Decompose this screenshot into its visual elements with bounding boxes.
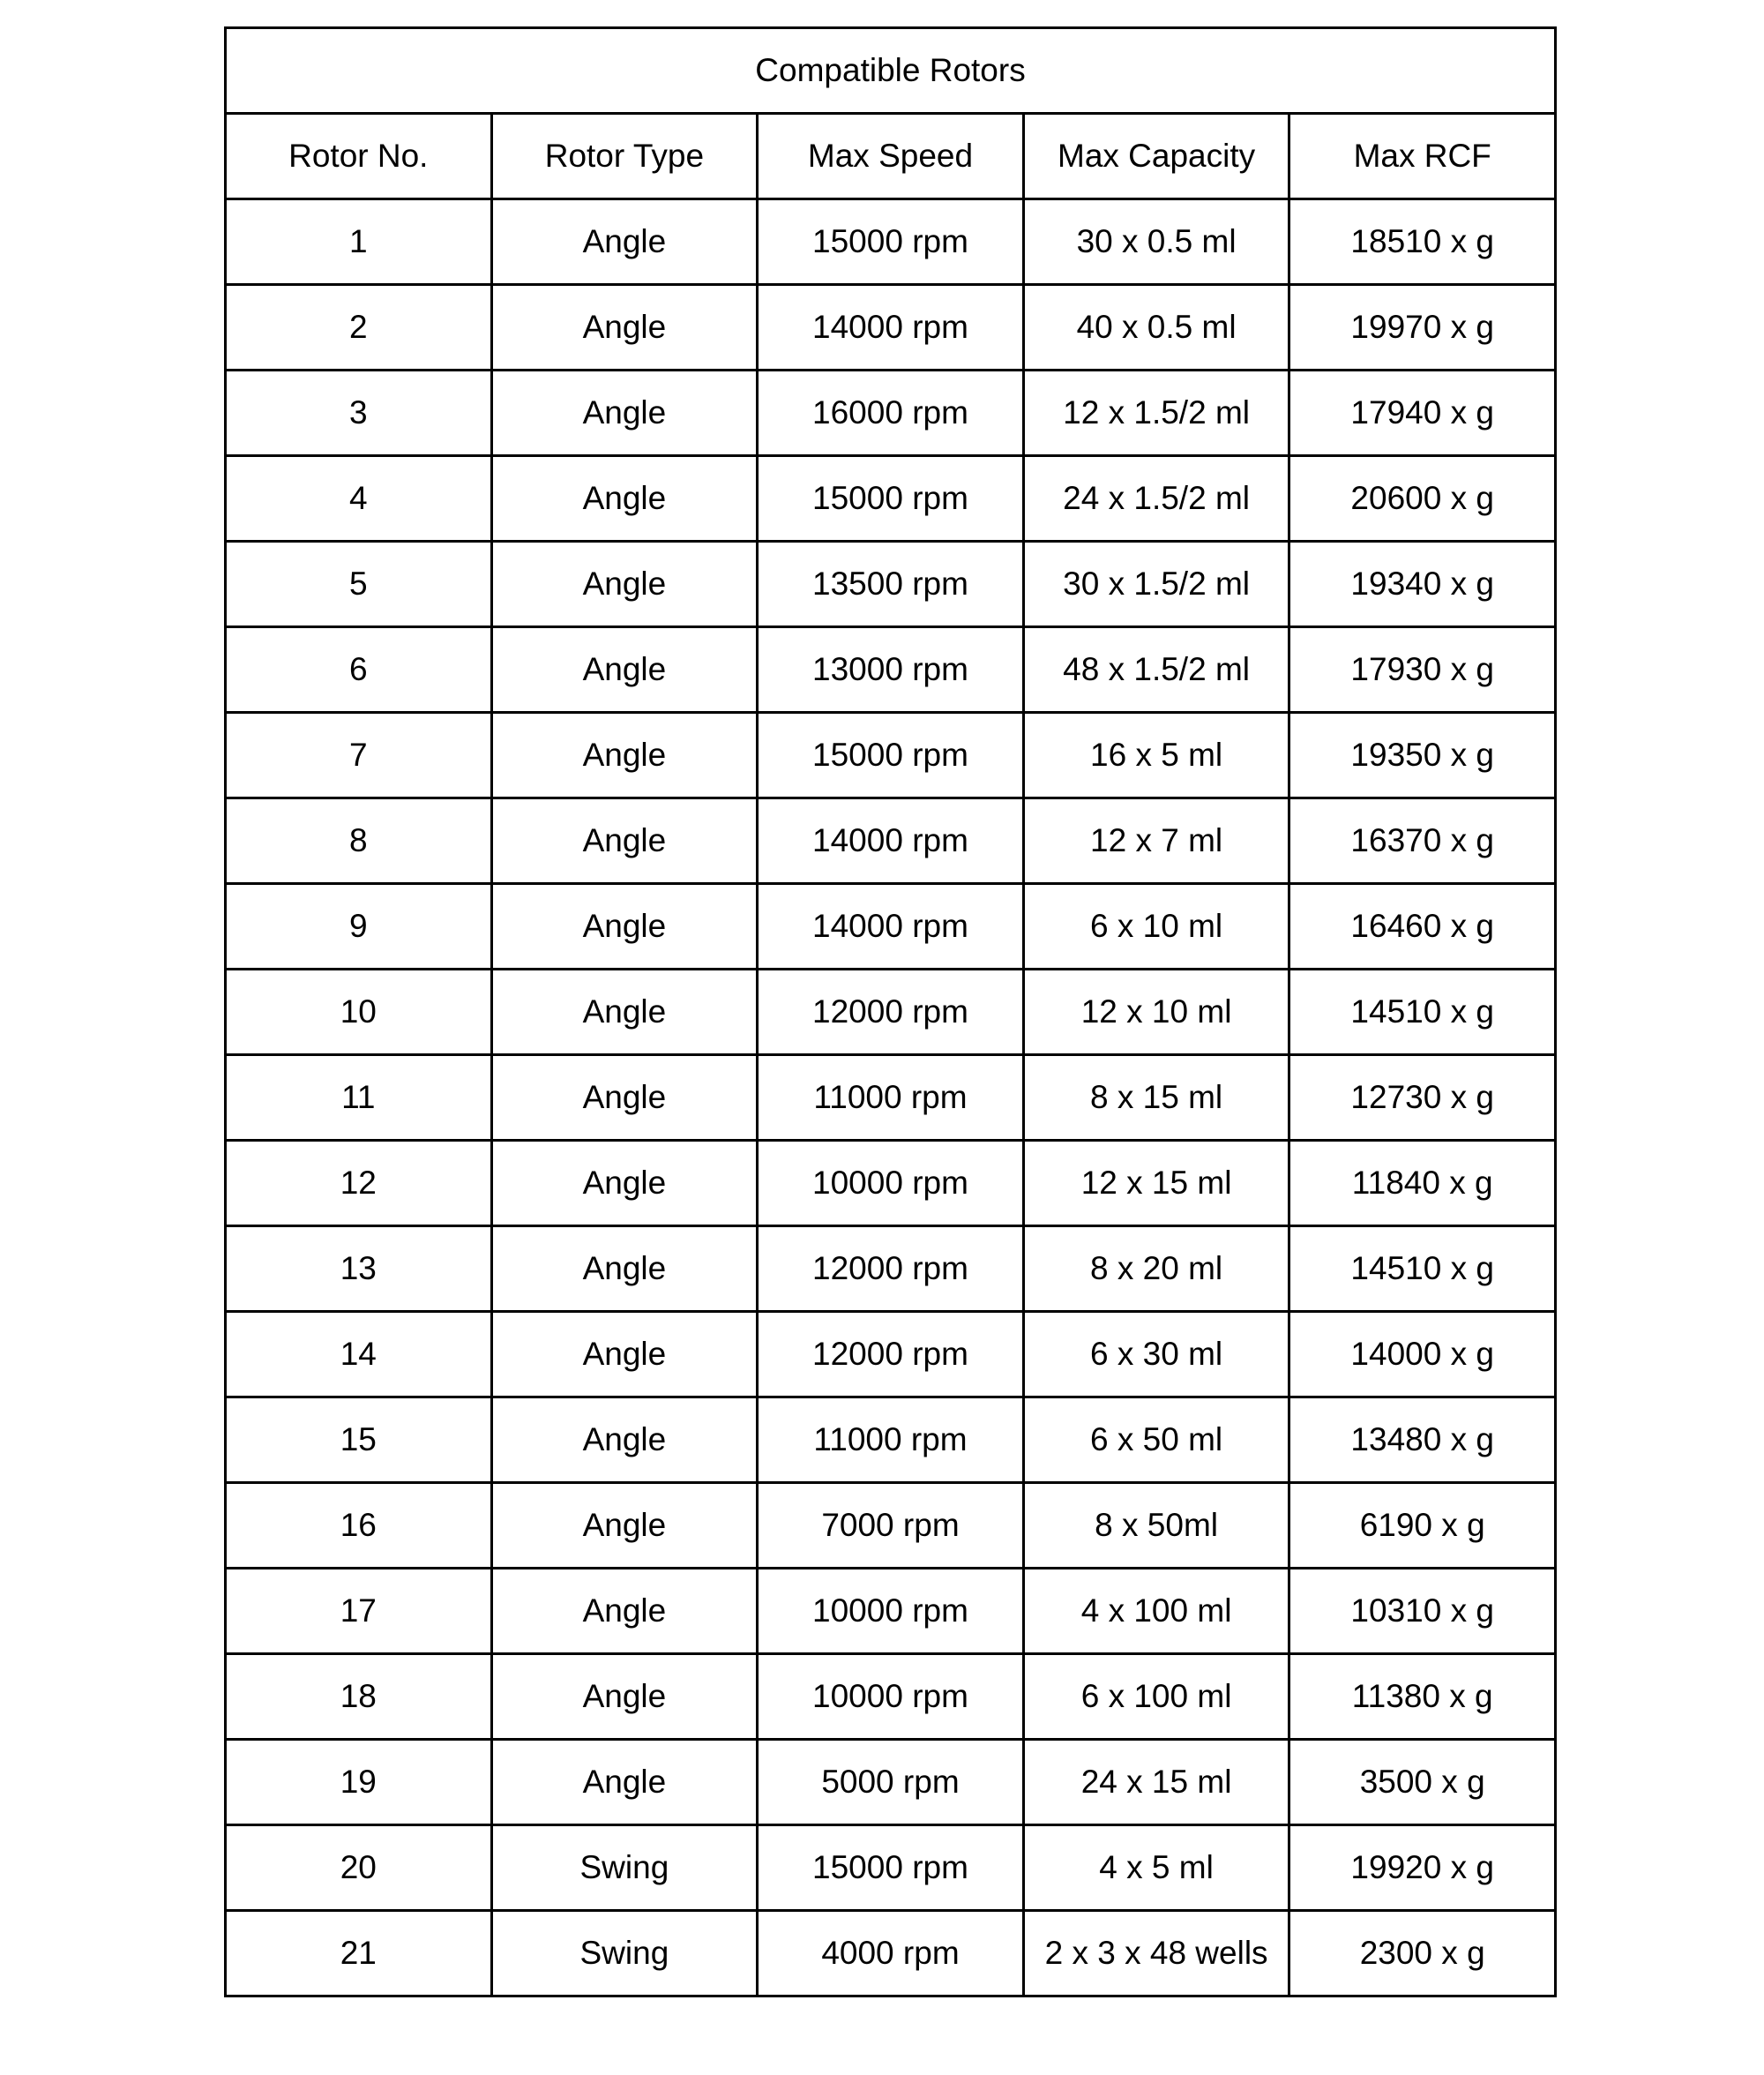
header-row xyxy=(226,114,1556,199)
table-row xyxy=(226,1569,1556,1654)
cell-max-rcf: 6190 x g xyxy=(1289,1483,1556,1569)
cell-max-speed: 13000 rpm xyxy=(758,627,1024,713)
cell-max-rcf: 19350 x g xyxy=(1289,713,1556,798)
cell-max-capacity: 6 x 50 ml xyxy=(1023,1397,1289,1483)
cell-max-speed: 15000 rpm xyxy=(758,713,1024,798)
cell-max-speed: 16000 rpm xyxy=(758,371,1024,456)
cell-rotor-type: Angle xyxy=(491,1312,758,1397)
cell-max-rcf: 17930 x g xyxy=(1289,627,1556,713)
cell-rotor-no: 20 xyxy=(226,1825,492,1911)
cell-rotor-no: 12 xyxy=(226,1141,492,1226)
cell-max-speed: 4000 rpm xyxy=(758,1911,1024,1996)
cell-max-rcf: 16370 x g xyxy=(1289,798,1556,884)
table-row xyxy=(226,1226,1556,1312)
cell-max-rcf: 17940 x g xyxy=(1289,371,1556,456)
cell-max-capacity: 4 x 5 ml xyxy=(1023,1825,1289,1911)
header-max-rcf: Max RCF xyxy=(1289,114,1556,199)
cell-rotor-type: Angle xyxy=(491,1654,758,1740)
cell-max-rcf: 16460 x g xyxy=(1289,884,1556,970)
table-row xyxy=(226,285,1556,371)
cell-max-speed: 10000 rpm xyxy=(758,1141,1024,1226)
cell-max-capacity: 24 x 1.5/2 ml xyxy=(1023,456,1289,542)
cell-max-speed: 15000 rpm xyxy=(758,1825,1024,1911)
cell-max-capacity: 30 x 1.5/2 ml xyxy=(1023,542,1289,627)
table-row xyxy=(226,1911,1556,1996)
cell-rotor-type: Angle xyxy=(491,1397,758,1483)
cell-max-speed: 11000 rpm xyxy=(758,1397,1024,1483)
table-row xyxy=(226,798,1556,884)
cell-max-rcf: 14510 x g xyxy=(1289,970,1556,1055)
cell-rotor-no: 19 xyxy=(226,1740,492,1825)
cell-max-capacity: 4 x 100 ml xyxy=(1023,1569,1289,1654)
compatible-rotors-table xyxy=(224,26,1557,1997)
cell-max-rcf: 13480 x g xyxy=(1289,1397,1556,1483)
cell-max-speed: 12000 rpm xyxy=(758,1312,1024,1397)
cell-rotor-no: 16 xyxy=(226,1483,492,1569)
cell-rotor-type: Angle xyxy=(491,970,758,1055)
cell-rotor-type: Swing xyxy=(491,1825,758,1911)
cell-max-rcf: 3500 x g xyxy=(1289,1740,1556,1825)
cell-rotor-no: 15 xyxy=(226,1397,492,1483)
table-row xyxy=(226,1141,1556,1226)
table-row xyxy=(226,542,1556,627)
cell-max-rcf: 11380 x g xyxy=(1289,1654,1556,1740)
table-title: Compatible Rotors xyxy=(226,28,1556,114)
cell-max-capacity: 16 x 5 ml xyxy=(1023,713,1289,798)
cell-rotor-type: Angle xyxy=(491,456,758,542)
cell-rotor-no: 21 xyxy=(226,1911,492,1996)
header-max-capacity: Max Capacity xyxy=(1023,114,1289,199)
cell-max-capacity: 24 x 15 ml xyxy=(1023,1740,1289,1825)
table-row xyxy=(226,627,1556,713)
cell-rotor-no: 18 xyxy=(226,1654,492,1740)
cell-max-rcf: 19970 x g xyxy=(1289,285,1556,371)
cell-max-capacity: 8 x 50ml xyxy=(1023,1483,1289,1569)
cell-max-speed: 15000 rpm xyxy=(758,456,1024,542)
cell-max-capacity: 30 x 0.5 ml xyxy=(1023,199,1289,285)
cell-max-capacity: 48 x 1.5/2 ml xyxy=(1023,627,1289,713)
cell-max-speed: 15000 rpm xyxy=(758,199,1024,285)
cell-rotor-type: Angle xyxy=(491,713,758,798)
table-head xyxy=(226,28,1556,199)
cell-rotor-no: 10 xyxy=(226,970,492,1055)
cell-rotor-no: 14 xyxy=(226,1312,492,1397)
cell-rotor-no: 13 xyxy=(226,1226,492,1312)
cell-rotor-no: 4 xyxy=(226,456,492,542)
cell-rotor-type: Angle xyxy=(491,542,758,627)
cell-rotor-no: 5 xyxy=(226,542,492,627)
cell-max-capacity: 8 x 20 ml xyxy=(1023,1226,1289,1312)
cell-max-rcf: 11840 x g xyxy=(1289,1141,1556,1226)
title-row xyxy=(226,28,1556,114)
cell-max-speed: 7000 rpm xyxy=(758,1483,1024,1569)
cell-rotor-no: 2 xyxy=(226,285,492,371)
cell-max-capacity: 12 x 10 ml xyxy=(1023,970,1289,1055)
cell-max-capacity: 6 x 30 ml xyxy=(1023,1312,1289,1397)
table-row xyxy=(226,1740,1556,1825)
cell-max-speed: 5000 rpm xyxy=(758,1740,1024,1825)
cell-rotor-type: Angle xyxy=(491,371,758,456)
cell-rotor-type: Angle xyxy=(491,884,758,970)
table-row xyxy=(226,884,1556,970)
cell-rotor-no: 3 xyxy=(226,371,492,456)
table-row xyxy=(226,1654,1556,1740)
cell-rotor-no: 8 xyxy=(226,798,492,884)
cell-rotor-no: 11 xyxy=(226,1055,492,1141)
cell-rotor-type: Angle xyxy=(491,199,758,285)
cell-max-speed: 14000 rpm xyxy=(758,798,1024,884)
cell-max-rcf: 10310 x g xyxy=(1289,1569,1556,1654)
cell-rotor-type: Angle xyxy=(491,1226,758,1312)
table-row xyxy=(226,371,1556,456)
table-row xyxy=(226,1483,1556,1569)
cell-max-speed: 14000 rpm xyxy=(758,285,1024,371)
table-row xyxy=(226,1825,1556,1911)
cell-max-capacity: 12 x 1.5/2 ml xyxy=(1023,371,1289,456)
cell-max-speed: 10000 rpm xyxy=(758,1654,1024,1740)
cell-max-capacity: 40 x 0.5 ml xyxy=(1023,285,1289,371)
cell-max-capacity: 6 x 10 ml xyxy=(1023,884,1289,970)
cell-rotor-type: Swing xyxy=(491,1911,758,1996)
cell-rotor-type: Angle xyxy=(491,1141,758,1226)
cell-max-capacity: 8 x 15 ml xyxy=(1023,1055,1289,1141)
table-row xyxy=(226,1055,1556,1141)
cell-max-speed: 10000 rpm xyxy=(758,1569,1024,1654)
cell-rotor-type: Angle xyxy=(491,285,758,371)
cell-max-capacity: 12 x 15 ml xyxy=(1023,1141,1289,1226)
cell-rotor-no: 7 xyxy=(226,713,492,798)
cell-max-capacity: 2 x 3 x 48 wells xyxy=(1023,1911,1289,1996)
table-row xyxy=(226,1397,1556,1483)
cell-max-capacity: 6 x 100 ml xyxy=(1023,1654,1289,1740)
table-row xyxy=(226,713,1556,798)
cell-max-speed: 12000 rpm xyxy=(758,1226,1024,1312)
cell-rotor-type: Angle xyxy=(491,1740,758,1825)
cell-max-speed: 12000 rpm xyxy=(758,970,1024,1055)
header-rotor-type: Rotor Type xyxy=(491,114,758,199)
cell-max-rcf: 2300 x g xyxy=(1289,1911,1556,1996)
cell-max-rcf: 12730 x g xyxy=(1289,1055,1556,1141)
cell-max-rcf: 19920 x g xyxy=(1289,1825,1556,1911)
table-body xyxy=(226,199,1556,1996)
cell-rotor-type: Angle xyxy=(491,1483,758,1569)
header-rotor-no: Rotor No. xyxy=(226,114,492,199)
cell-rotor-no: 9 xyxy=(226,884,492,970)
table-row xyxy=(226,1312,1556,1397)
table-row xyxy=(226,456,1556,542)
cell-rotor-type: Angle xyxy=(491,627,758,713)
cell-rotor-no: 6 xyxy=(226,627,492,713)
table-row xyxy=(226,199,1556,285)
cell-max-rcf: 18510 x g xyxy=(1289,199,1556,285)
header-max-speed: Max Speed xyxy=(758,114,1024,199)
table-row xyxy=(226,970,1556,1055)
cell-rotor-type: Angle xyxy=(491,798,758,884)
cell-max-rcf: 19340 x g xyxy=(1289,542,1556,627)
cell-rotor-type: Angle xyxy=(491,1055,758,1141)
cell-max-capacity: 12 x 7 ml xyxy=(1023,798,1289,884)
cell-max-speed: 13500 rpm xyxy=(758,542,1024,627)
cell-max-rcf: 14510 x g xyxy=(1289,1226,1556,1312)
cell-rotor-no: 17 xyxy=(226,1569,492,1654)
cell-max-speed: 11000 rpm xyxy=(758,1055,1024,1141)
cell-rotor-type: Angle xyxy=(491,1569,758,1654)
cell-rotor-no: 1 xyxy=(226,199,492,285)
cell-max-speed: 14000 rpm xyxy=(758,884,1024,970)
cell-max-rcf: 20600 x g xyxy=(1289,456,1556,542)
cell-max-rcf: 14000 x g xyxy=(1289,1312,1556,1397)
